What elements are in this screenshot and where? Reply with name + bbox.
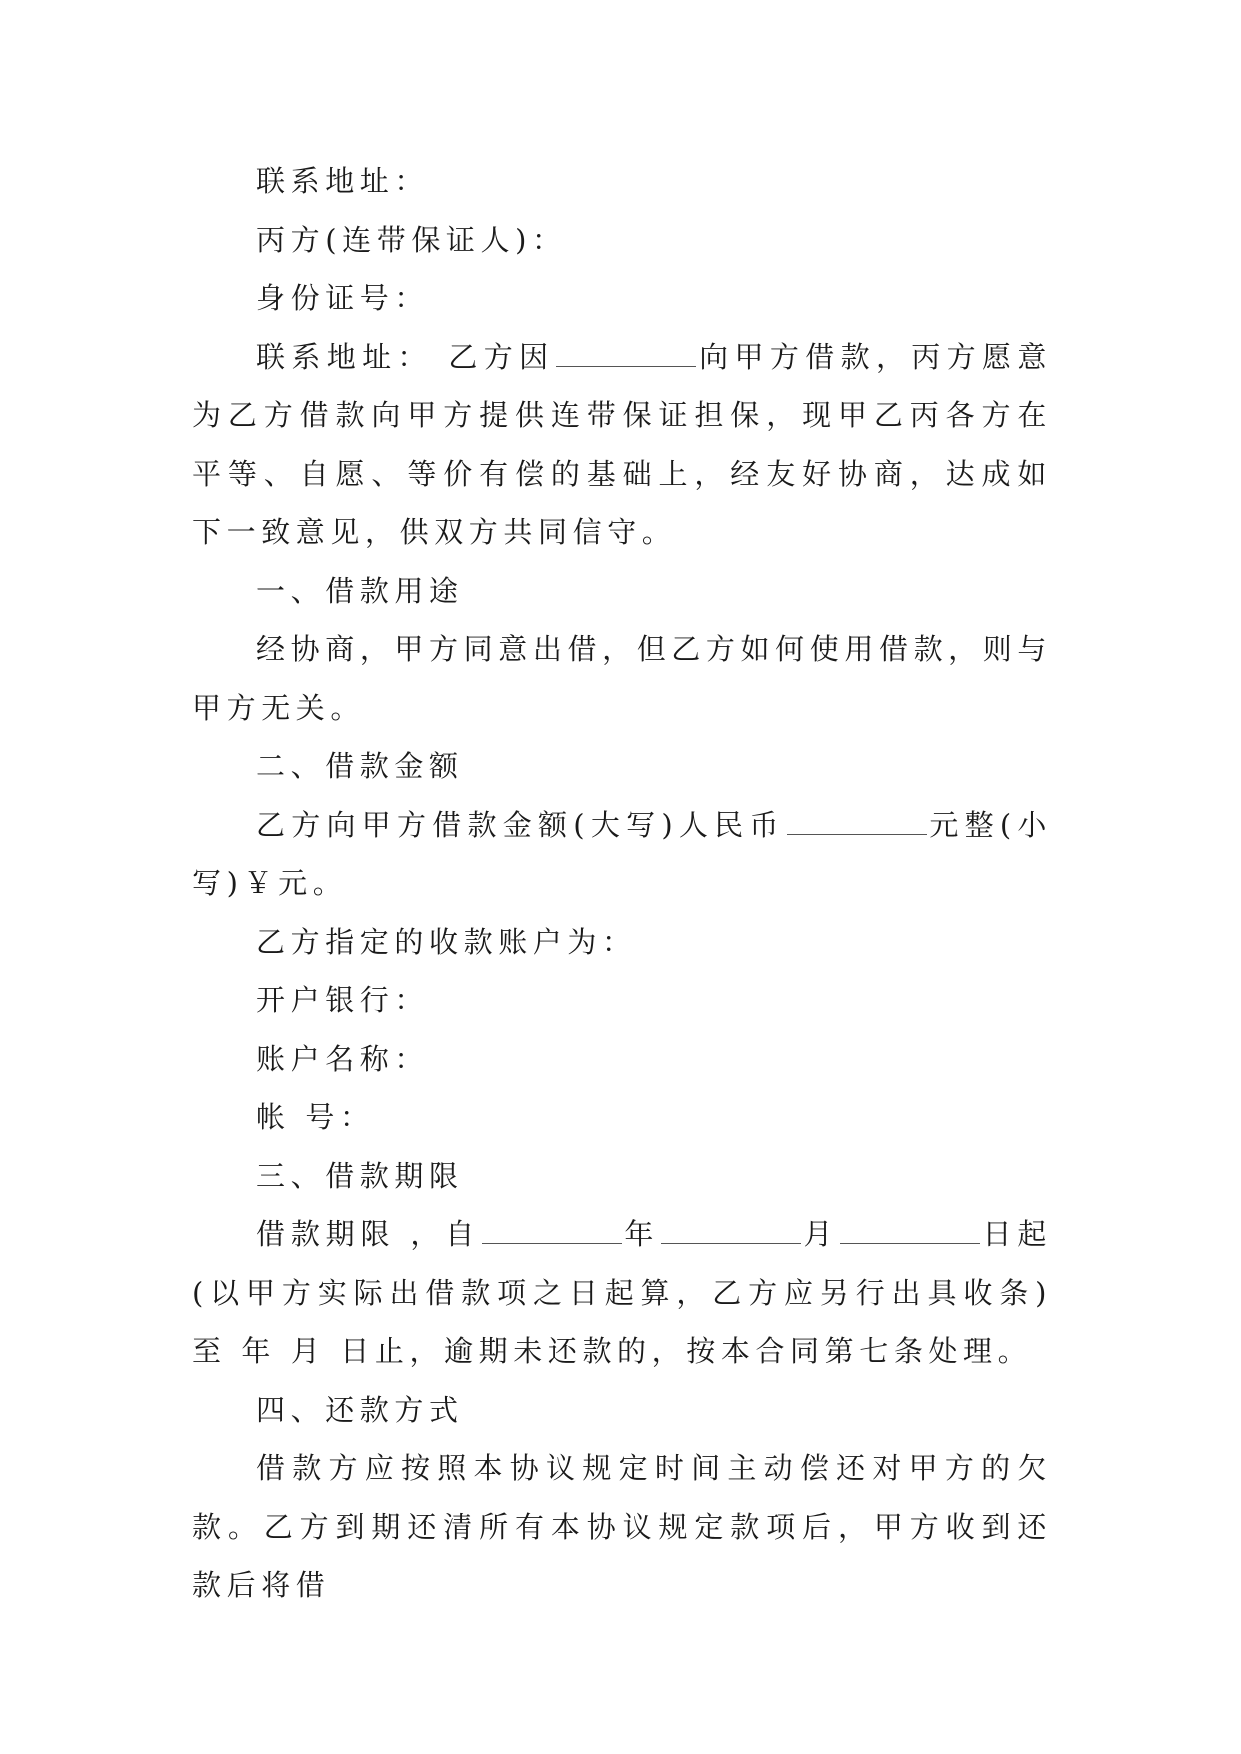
intro-paragraph bbox=[192, 328, 1052, 562]
term-text-month: 月 bbox=[803, 1217, 839, 1251]
year-blank bbox=[482, 1215, 622, 1244]
amount-blank bbox=[787, 806, 927, 835]
day-blank bbox=[840, 1215, 980, 1244]
term-text-b: 日起(以甲方实际出借款项之日起算，乙方应另行出具收条)至 年 月 日止，逾期未还款的，按本合同第七条处理。 bbox=[192, 1217, 1052, 1368]
account-intro-line: 乙方指定的收款账户为： bbox=[256, 924, 637, 959]
section-1-body: 经协商，甲方同意出借，但乙方如何使用借款，则与甲方无关。 bbox=[192, 632, 1052, 725]
account-name-line: 账户名称： bbox=[256, 1041, 430, 1076]
section-2-heading: 二、借款金额 bbox=[256, 749, 464, 783]
section-4-heading: 四、还款方式 bbox=[256, 1392, 464, 1427]
section-2-body bbox=[192, 796, 1052, 913]
section-3-heading: 三、借款期限 bbox=[256, 1158, 464, 1193]
loan-reason-blank bbox=[556, 338, 696, 367]
bank-line: 开户银行： bbox=[256, 983, 430, 1017]
intro-text-a: 联系地址： 乙方因 bbox=[256, 339, 555, 374]
term-text-year: 年 bbox=[624, 1217, 660, 1251]
section-4-body: 借款方应按照本协议规定时间主动偿还对甲方的欠款。乙方到期还清所有本协议规定款项后，甲方收到还款后将借 bbox=[192, 1451, 1052, 1602]
document-body bbox=[192, 152, 1052, 1615]
id-number-line: 身份证号： bbox=[256, 281, 430, 315]
party-c-guarantor-line: 丙方(连带保证人)： bbox=[256, 222, 567, 257]
intro-text-b: 向甲方借款，丙方愿意为乙方借款向甲方提供连带保证担保，现甲乙丙各方在平等、自愿、等价有偿的基础上，经友好协商，达成如下一致意见，供双方共同信守。 bbox=[192, 339, 1052, 549]
section-1-heading: 一、借款用途 bbox=[256, 573, 464, 608]
section-3-body bbox=[192, 1205, 1052, 1381]
account-number-line: 帐 号： bbox=[256, 1100, 375, 1134]
month-blank bbox=[661, 1215, 801, 1244]
amount-text-a: 乙方向甲方借款金额(大写)人民币 bbox=[256, 807, 785, 842]
contact-address-line: 联系地址： bbox=[256, 164, 430, 198]
amount-text-b: 元整(小写)￥元。 bbox=[192, 807, 1052, 900]
term-text-a: 借款期限 ，自 bbox=[256, 1217, 481, 1251]
